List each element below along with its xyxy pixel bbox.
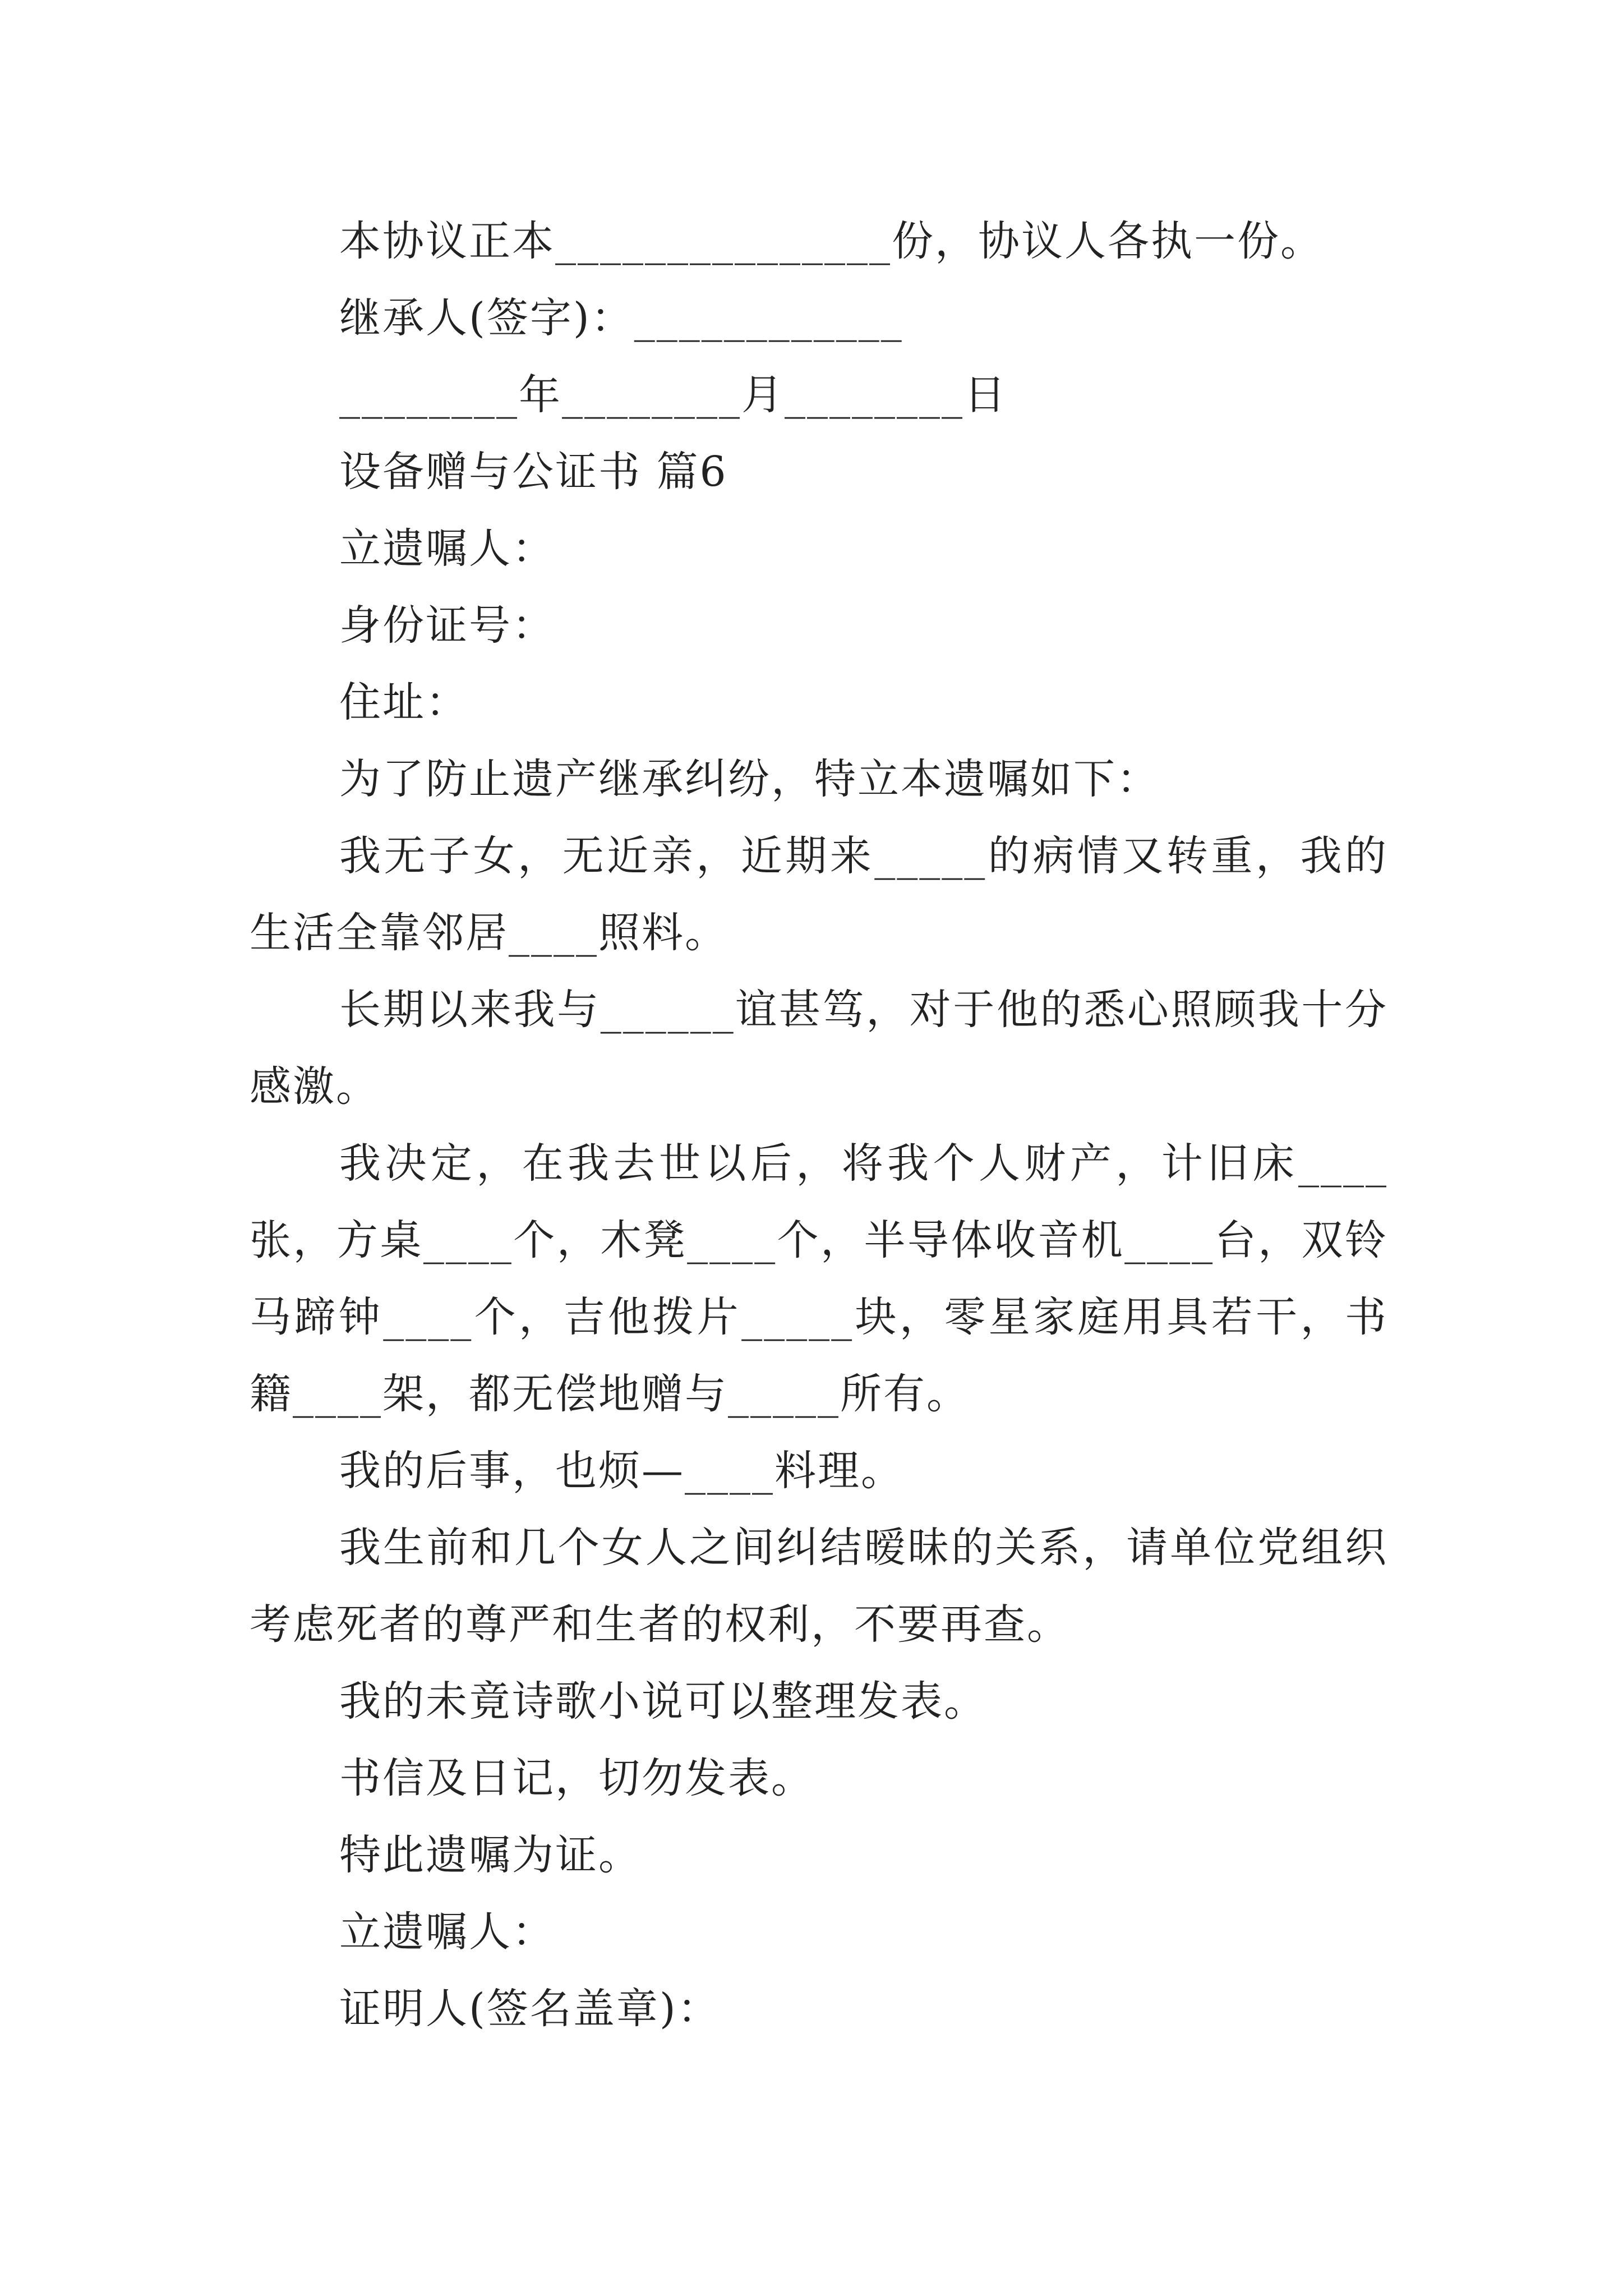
testator-signature-field: 立遗嘱人： [339,1908,555,1956]
paragraph-attestation: 特此遗嘱为证。 [339,1831,642,1879]
document-body [250,203,1388,2047]
witness-signature-field: 证明人(签名盖章)： [339,1985,721,2033]
paragraph-circumstances: 我无子女，无近亲，近期来_____的病情又转重，我的生活全靠邻居____照料。 [250,832,1388,957]
paragraph-letters: 书信及日记，切勿发表。 [339,1754,814,1802]
testator-field: 立遗嘱人： [339,524,555,573]
paragraph-works: 我的未竟诗歌小说可以整理发表。 [339,1677,987,1726]
heir-signature-line: 继承人(签字)：____________ [339,294,903,342]
paragraph-funeral: 我的后事，也烦—____料理。 [339,1447,904,1495]
paragraph-bequest: 我决定，在我去世以后，将我个人财产，计旧床____张，方桌____个，木凳____个，半导体收音机____台，双铃马蹄钟____个，吉他拨片_____块，零星家庭用具若干，书籍____架，都无偿地赠与_____所有。 [250,1139,1388,1418]
section-heading: 设备赠与公证书 篇6 [339,448,728,496]
paragraph-relations: 我生前和几个女人之间纠结暧昧的关系，请单位党组织考虑死者的尊严和生者的权利，不要再查。 [250,1524,1388,1649]
address-field: 住址： [339,678,469,726]
date-line: ________年________月________日 [339,371,1007,419]
paragraph-gratitude: 长期以来我与______谊甚笃，对于他的悉心照顾我十分感激。 [250,986,1388,1111]
copies-clause: 本协议正本_______________份，协议人各执一份。 [339,217,1324,265]
will-intro: 为了防止遗产继承纠纷，特立本遗嘱如下： [339,755,1160,803]
id-number-field: 身份证号： [339,601,555,650]
